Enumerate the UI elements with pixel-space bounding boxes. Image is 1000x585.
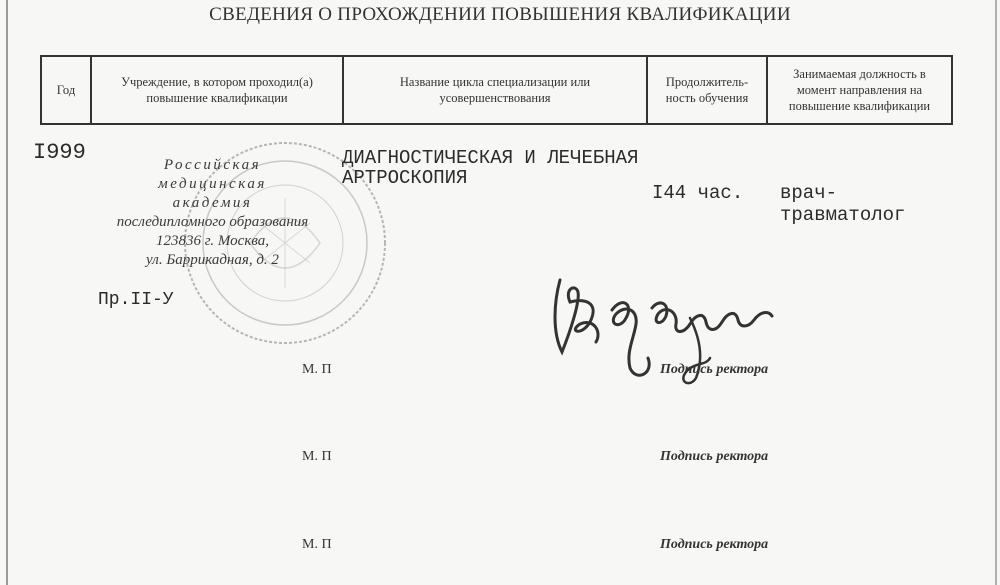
stamp-line: Российская (163, 157, 262, 173)
seal-place-label: М. П (302, 537, 332, 552)
entry-year: I999 (33, 140, 86, 165)
institution-stamp (100, 156, 325, 270)
position-line: врач- (780, 182, 838, 204)
course-line: ДИАГНОСТИЧЕСКАЯ И ЛЕЧЕБНАЯ (342, 147, 639, 169)
header-duration: Продолжитель-ность обучения (647, 56, 767, 124)
rector-signature-label: Подпись ректора (660, 362, 769, 377)
stamp-line: ул. Баррикадная, д. 2 (146, 252, 279, 268)
header-course-name: Название цикла специализации или усовершенствования (343, 56, 647, 124)
header-institution: Учреждение, в котором проходил(а) повышение квалификации (91, 56, 343, 124)
page-edge-left (6, 0, 8, 585)
qualification-table-header (40, 55, 953, 125)
stamp-line: академия (172, 195, 253, 211)
seal-place-label: М. П (302, 449, 332, 464)
course-line: АРТРОСКОПИЯ (342, 167, 468, 189)
position-line: травматолог (780, 204, 906, 226)
seal-place-label: М. П (302, 362, 332, 377)
page-edge-right (995, 0, 997, 585)
rector-signature-label: Подпись ректора (660, 449, 769, 464)
entry-order-number: Пр.II-У (98, 290, 174, 310)
header-year: Год (41, 56, 91, 124)
header-position: Занимаемая должность в момент направления на повышение квалификации (767, 56, 952, 124)
stamp-line: последипломного образования (116, 214, 309, 230)
stamp-line: 123836 г. Москва, (155, 233, 270, 249)
entry-position (780, 182, 905, 226)
entry-course-name (342, 148, 638, 188)
page-title: СВЕДЕНИЯ О ПРОХОЖДЕНИИ ПОВЫШЕНИЯ КВАЛИФИКАЦИИ (209, 4, 791, 25)
stamp-line: медицинская (158, 176, 267, 192)
rector-signature-label: Подпись ректора (660, 537, 769, 552)
entry-duration: I44 час. (652, 182, 744, 204)
